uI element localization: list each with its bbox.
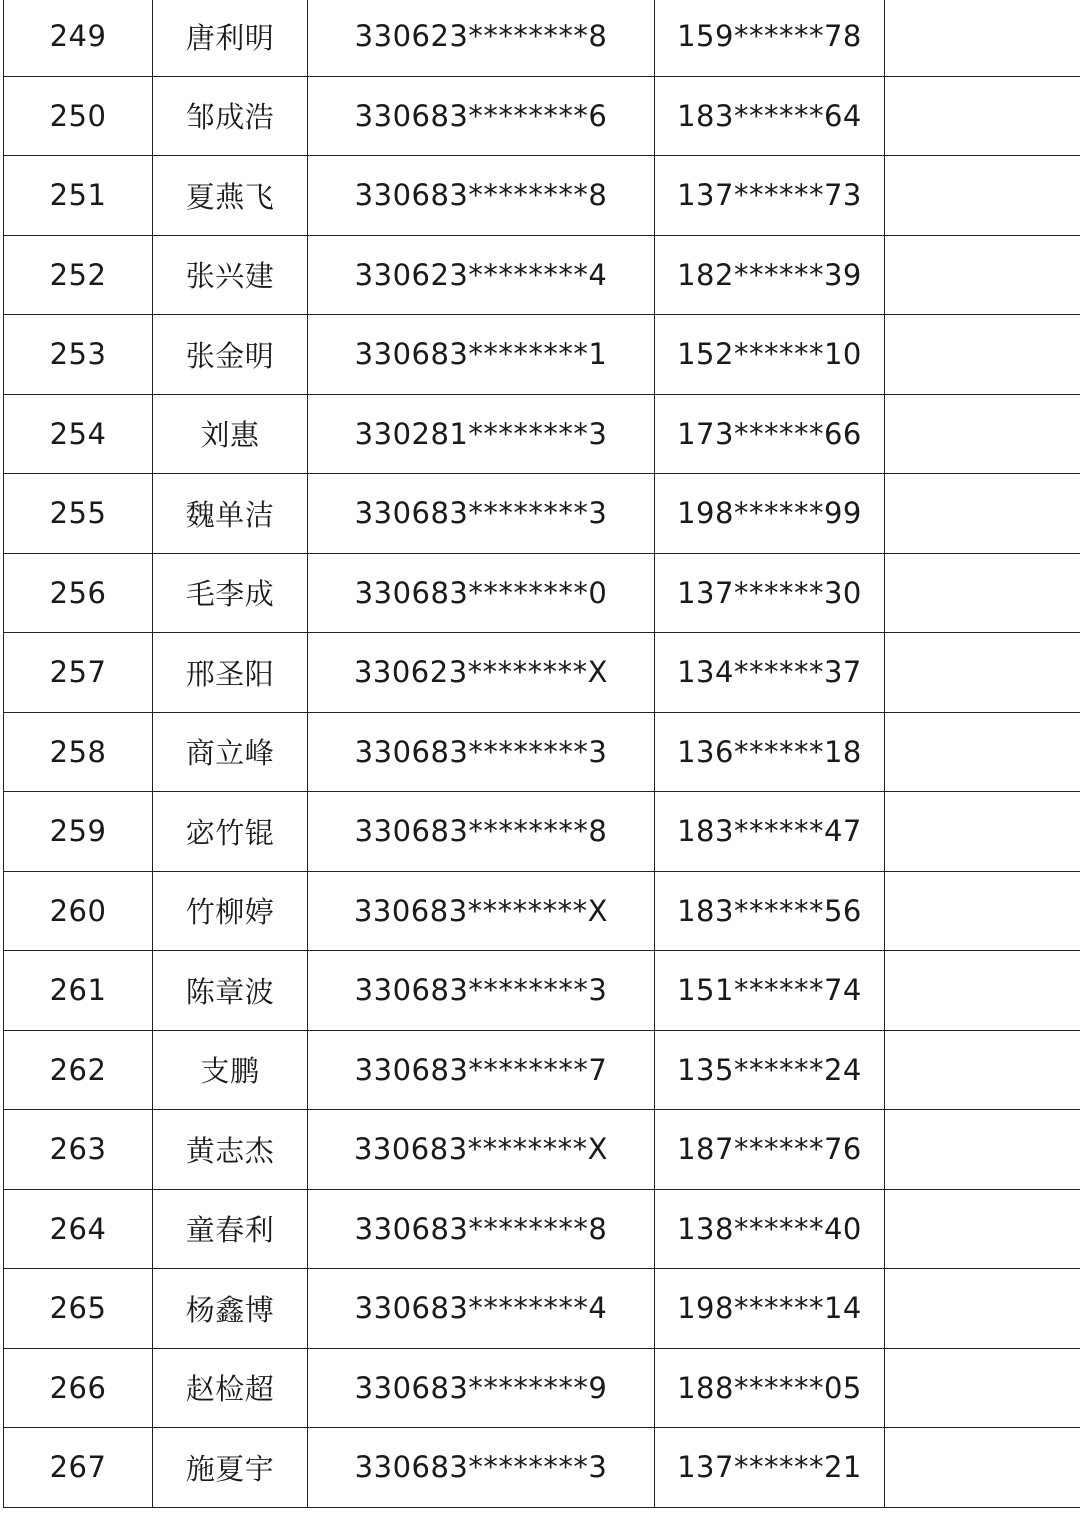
id-number-cell: 330683********3 xyxy=(308,951,655,1031)
note-cell xyxy=(885,156,1080,236)
name-cell: 童春利 xyxy=(153,1189,308,1269)
row-number-cell: 259 xyxy=(4,792,153,872)
id-number-cell: 330683********9 xyxy=(308,1348,655,1428)
id-number-cell: 330683********X xyxy=(308,871,655,951)
name-cell: 张兴建 xyxy=(153,235,308,315)
table-row xyxy=(4,474,1080,554)
id-number-cell: 330683********8 xyxy=(308,792,655,872)
name-cell: 杨鑫博 xyxy=(153,1269,308,1349)
table-row xyxy=(4,633,1080,713)
id-number-cell: 330683********8 xyxy=(308,1189,655,1269)
table-row xyxy=(4,1269,1080,1349)
id-number-cell: 330683********7 xyxy=(308,1030,655,1110)
id-number-cell: 330623********8 xyxy=(308,0,655,76)
row-number-cell: 252 xyxy=(4,235,153,315)
row-number-cell: 262 xyxy=(4,1030,153,1110)
note-cell xyxy=(885,1269,1080,1349)
id-number-cell: 330683********8 xyxy=(308,156,655,236)
note-cell xyxy=(885,951,1080,1031)
id-number-cell: 330683********3 xyxy=(308,712,655,792)
phone-cell: 187******76 xyxy=(655,1110,885,1190)
id-number-cell: 330683********0 xyxy=(308,553,655,633)
phone-cell: 135******24 xyxy=(655,1030,885,1110)
row-number-cell: 254 xyxy=(4,394,153,474)
table-row xyxy=(4,553,1080,633)
table-row xyxy=(4,1110,1080,1190)
row-number-cell: 258 xyxy=(4,712,153,792)
note-cell xyxy=(885,1110,1080,1190)
phone-cell: 183******56 xyxy=(655,871,885,951)
row-number-cell: 250 xyxy=(4,76,153,156)
table-row xyxy=(4,0,1080,76)
name-cell: 施夏宇 xyxy=(153,1428,308,1508)
table-row xyxy=(4,951,1080,1031)
table-row xyxy=(4,1030,1080,1110)
row-number-cell: 253 xyxy=(4,315,153,395)
table-row xyxy=(4,156,1080,236)
phone-cell: 134******37 xyxy=(655,633,885,713)
phone-cell: 198******14 xyxy=(655,1269,885,1349)
roster-table xyxy=(3,0,1080,1508)
table-row xyxy=(4,1189,1080,1269)
table-row xyxy=(4,394,1080,474)
id-number-cell: 330281********3 xyxy=(308,394,655,474)
phone-cell: 183******64 xyxy=(655,76,885,156)
name-cell: 支鹏 xyxy=(153,1030,308,1110)
phone-cell: 138******40 xyxy=(655,1189,885,1269)
name-cell: 商立峰 xyxy=(153,712,308,792)
note-cell xyxy=(885,633,1080,713)
note-cell xyxy=(885,76,1080,156)
table-row xyxy=(4,1428,1080,1508)
table-row xyxy=(4,315,1080,395)
row-number-cell: 265 xyxy=(4,1269,153,1349)
phone-cell: 159******78 xyxy=(655,0,885,76)
id-number-cell: 330683********X xyxy=(308,1110,655,1190)
id-number-cell: 330683********6 xyxy=(308,76,655,156)
name-cell: 邢圣阳 xyxy=(153,633,308,713)
phone-cell: 151******74 xyxy=(655,951,885,1031)
id-number-cell: 330683********3 xyxy=(308,474,655,554)
note-cell xyxy=(885,1189,1080,1269)
table-row xyxy=(4,235,1080,315)
name-cell: 陈章波 xyxy=(153,951,308,1031)
phone-cell: 198******99 xyxy=(655,474,885,554)
note-cell xyxy=(885,0,1080,76)
row-number-cell: 257 xyxy=(4,633,153,713)
phone-cell: 182******39 xyxy=(655,235,885,315)
row-number-cell: 256 xyxy=(4,553,153,633)
name-cell: 邹成浩 xyxy=(153,76,308,156)
note-cell xyxy=(885,792,1080,872)
note-cell xyxy=(885,235,1080,315)
row-number-cell: 260 xyxy=(4,871,153,951)
note-cell xyxy=(885,1030,1080,1110)
name-cell: 夏燕飞 xyxy=(153,156,308,236)
note-cell xyxy=(885,315,1080,395)
table-row xyxy=(4,1348,1080,1428)
row-number-cell: 266 xyxy=(4,1348,153,1428)
note-cell xyxy=(885,474,1080,554)
name-cell: 毛李成 xyxy=(153,553,308,633)
row-number-cell: 267 xyxy=(4,1428,153,1508)
phone-cell: 173******66 xyxy=(655,394,885,474)
row-number-cell: 263 xyxy=(4,1110,153,1190)
phone-cell: 136******18 xyxy=(655,712,885,792)
name-cell: 魏单洁 xyxy=(153,474,308,554)
name-cell: 唐利明 xyxy=(153,0,308,76)
phone-cell: 183******47 xyxy=(655,792,885,872)
name-cell: 张金明 xyxy=(153,315,308,395)
name-cell: 黄志杰 xyxy=(153,1110,308,1190)
note-cell xyxy=(885,394,1080,474)
row-number-cell: 251 xyxy=(4,156,153,236)
row-number-cell: 249 xyxy=(4,0,153,76)
phone-cell: 137******21 xyxy=(655,1428,885,1508)
id-number-cell: 330683********1 xyxy=(308,315,655,395)
phone-cell: 137******73 xyxy=(655,156,885,236)
name-cell: 刘惠 xyxy=(153,394,308,474)
table-row xyxy=(4,871,1080,951)
name-cell: 竹柳婷 xyxy=(153,871,308,951)
roster-table-body xyxy=(4,0,1080,1507)
name-cell: 宓竹锟 xyxy=(153,792,308,872)
row-number-cell: 264 xyxy=(4,1189,153,1269)
id-number-cell: 330623********4 xyxy=(308,235,655,315)
row-number-cell: 255 xyxy=(4,474,153,554)
note-cell xyxy=(885,1348,1080,1428)
phone-cell: 152******10 xyxy=(655,315,885,395)
note-cell xyxy=(885,871,1080,951)
name-cell: 赵检超 xyxy=(153,1348,308,1428)
table-row xyxy=(4,792,1080,872)
note-cell xyxy=(885,712,1080,792)
table-row xyxy=(4,76,1080,156)
row-number-cell: 261 xyxy=(4,951,153,1031)
note-cell xyxy=(885,1428,1080,1508)
id-number-cell: 330683********3 xyxy=(308,1428,655,1508)
table-row xyxy=(4,712,1080,792)
phone-cell: 137******30 xyxy=(655,553,885,633)
phone-cell: 188******05 xyxy=(655,1348,885,1428)
id-number-cell: 330623********X xyxy=(308,633,655,713)
id-number-cell: 330683********4 xyxy=(308,1269,655,1349)
note-cell xyxy=(885,553,1080,633)
